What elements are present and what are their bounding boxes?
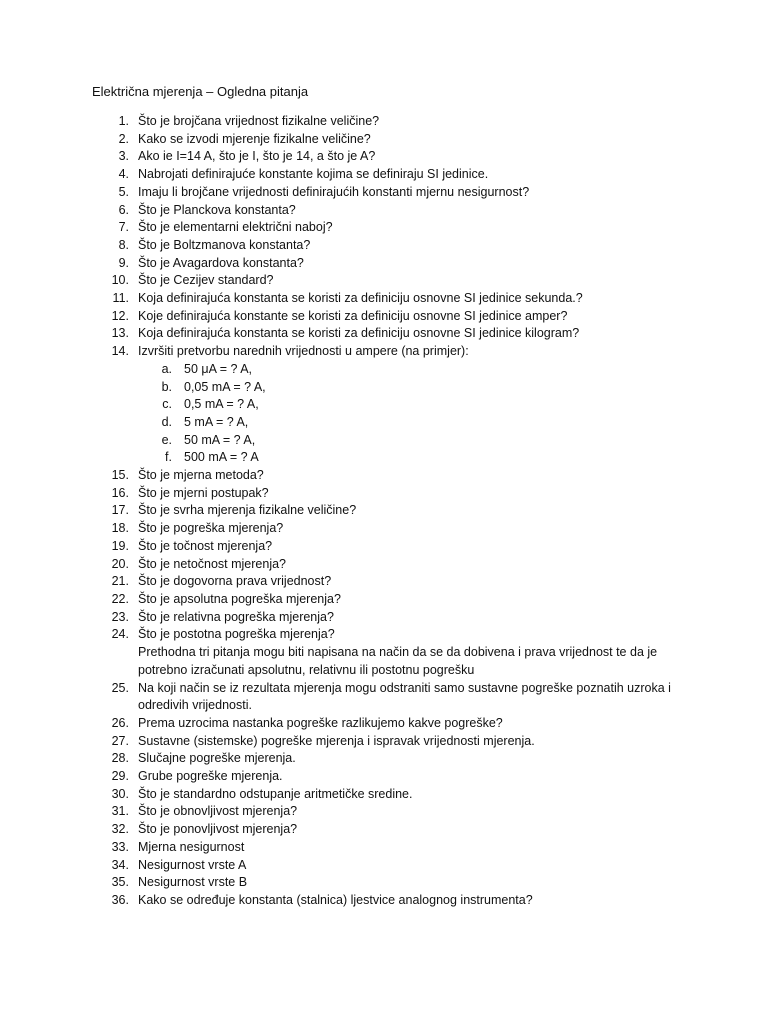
subquestion-letter: f.: [165, 450, 172, 465]
question-item: [92, 308, 732, 326]
question-item: [92, 255, 732, 273]
subquestion-letter: c.: [162, 397, 172, 412]
question-text: Koje definirajuća konstante se koristi za definiciju osnovne SI jedinice amper?: [138, 308, 568, 323]
question-text: Kako se određuje konstanta (stalnica) ljestvice analognog instrumenta?: [138, 892, 533, 907]
subquestion-item: [138, 361, 732, 379]
question-number: 23.: [111, 609, 129, 624]
question-number: 35.: [111, 875, 129, 890]
question-text: Što je postotna pogreška mjerenja?: [138, 627, 335, 642]
subquestion-item: [138, 379, 732, 397]
subquestion-letter: a.: [161, 361, 172, 376]
question-item: [92, 290, 732, 308]
question-text: Sustavne (sistemske) pogreške mjerenja i ispravak vrijednosti mjerenja.: [138, 733, 535, 748]
question-number: 3.: [118, 149, 129, 164]
question-text: Što je mjerna metoda?: [138, 468, 264, 483]
question-text: Izvršiti pretvorbu narednih vrijednosti u ampere (na primjer):: [138, 344, 469, 359]
question-item: [92, 591, 732, 609]
question-number: 22.: [111, 591, 129, 606]
question-number: 13.: [111, 326, 129, 341]
question-item: [92, 556, 732, 574]
question-item: [92, 733, 732, 751]
question-number: 34.: [111, 857, 129, 872]
question-item: [92, 715, 732, 733]
question-item: [92, 202, 732, 220]
question-text: Koja definirajuća konstanta se koristi za definiciju osnovne SI jedinice sekunda.?: [138, 291, 583, 306]
question-text: Što je netočnost mjerenja?: [138, 556, 287, 571]
question-text: Što je Boltzmanova konstanta?: [138, 237, 311, 252]
question-item: [92, 857, 732, 875]
question-text: Koja definirajuća konstanta se koristi za definiciju osnovne SI jedinice kilogram?: [138, 326, 580, 341]
subquestion-item: [138, 432, 732, 450]
question-text: Nesigurnost vrste B: [138, 875, 248, 890]
question-note: Prethodna tri pitanja mogu biti napisana na način da se da dobivena i prava vrijednost te da je potrebno izračunati apsolutnu, relativnu ili postotnu pogrešku: [138, 645, 658, 677]
question-number: 1.: [118, 114, 129, 128]
question-item: [92, 237, 732, 255]
subquestion-letter: e.: [161, 432, 172, 447]
subquestion-item: [138, 414, 732, 432]
question-text: Nesigurnost vrste A: [138, 857, 247, 872]
question-number: 17.: [111, 503, 129, 518]
document-title: Električna mjerenja – Ogledna pitanja: [92, 84, 309, 99]
question-item: [92, 803, 732, 821]
question-text: Što je točnost mjerenja?: [138, 538, 273, 553]
question-item: [92, 768, 732, 786]
question-number: 10.: [111, 273, 129, 288]
question-text: Što je relativna pogreška mjerenja?: [138, 609, 334, 624]
question-text: Što je brojčana vrijednost fizikalne veličine?: [138, 114, 380, 128]
question-text: Što je dogovorna prava vrijednost?: [138, 574, 332, 589]
subquestion-text: 0,05 mA = ? A,: [184, 379, 266, 394]
subquestion-text: 50 μA = ? A,: [184, 361, 253, 376]
question-item: [92, 538, 732, 556]
question-item: [92, 680, 732, 715]
question-number: 19.: [111, 538, 129, 553]
question-item: [92, 272, 732, 290]
question-item: [92, 520, 732, 538]
question-number: 30.: [111, 786, 129, 801]
question-list: [92, 113, 732, 910]
subquestion-letter: d.: [161, 414, 172, 429]
question-number: 27.: [111, 733, 129, 748]
question-number: 33.: [111, 839, 129, 854]
question-number: 21.: [111, 574, 129, 589]
question-number: 18.: [111, 521, 129, 536]
question-number: 12.: [111, 308, 129, 323]
question-item: [92, 131, 732, 149]
subquestion-text: 5 mA = ? A,: [184, 414, 249, 429]
question-number: 11.: [112, 291, 129, 306]
question-number: 24.: [111, 627, 129, 642]
question-text: Što je elementarni električni naboj?: [138, 220, 333, 235]
question-text: Što je ponovljivost mjerenja?: [138, 822, 298, 837]
question-number: 31.: [111, 804, 129, 819]
question-number: 2.: [118, 131, 129, 146]
question-item: [92, 184, 732, 202]
question-text: Što je Planckova konstanta?: [138, 202, 296, 217]
question-number: 29.: [111, 769, 129, 784]
question-number: 32.: [111, 822, 129, 837]
question-number: 9.: [118, 255, 129, 270]
question-item: [92, 325, 732, 343]
question-number: 20.: [111, 556, 129, 571]
question-item: [92, 821, 732, 839]
question-item: [92, 573, 732, 591]
question-number: 8.: [118, 237, 129, 252]
subquestion-text: 50 mA = ? A,: [184, 432, 256, 447]
question-item: [92, 892, 732, 910]
question-item: [92, 113, 732, 131]
question-text: Ako ie I=14 A, što je I, što je 14, a što je A?: [138, 149, 376, 164]
question-text: Mjerna nesigurnost: [138, 839, 245, 854]
question-number: 4.: [118, 167, 129, 182]
question-text: Slučajne pogreške mjerenja.: [138, 751, 296, 766]
question-number: 15.: [111, 468, 129, 483]
question-text: Što je Avagardova konstanta?: [138, 255, 304, 270]
question-item: [92, 166, 732, 184]
question-number: 26.: [111, 715, 129, 730]
question-text: Grube pogreške mjerenja.: [138, 769, 283, 784]
question-number: 14.: [111, 344, 129, 359]
question-item: [92, 750, 732, 768]
question-text: Što je Cezijev standard?: [138, 273, 274, 288]
subquestion-item: [138, 449, 732, 467]
question-item: [92, 626, 732, 679]
question-text: Što je standardno odstupanje aritmetičke sredine.: [138, 786, 413, 801]
question-text: Što je mjerni postupak?: [138, 485, 269, 500]
subquestion-text: 500 mA = ? A: [184, 450, 259, 465]
question-number: 25.: [111, 680, 129, 695]
question-item: [92, 148, 732, 166]
question-number: 7.: [118, 220, 129, 235]
question-number: 36.: [111, 892, 129, 907]
question-text: Što je pogreška mjerenja?: [138, 521, 284, 536]
question-item: [92, 343, 732, 467]
question-text: Prema uzrocima nastanka pogreške razlikujemo kakve pogreške?: [138, 715, 503, 730]
question-item: [92, 219, 732, 237]
question-text: Kako se izvodi mjerenje fizikalne veličine?: [138, 131, 371, 146]
question-text: Što je apsolutna pogreška mjerenja?: [138, 591, 341, 606]
subquestion-list: [138, 361, 732, 467]
question-item: [92, 467, 732, 485]
question-item: [92, 786, 732, 804]
question-text: Imaju li brojčane vrijednosti definirajućih konstanti mjernu nesigurnost?: [138, 184, 530, 199]
question-number: 28.: [111, 751, 129, 766]
question-text: Što je svrha mjerenja fizikalne veličine?: [138, 503, 357, 518]
subquestion-item: [138, 396, 732, 414]
question-number: 6.: [118, 202, 129, 217]
question-item: [92, 874, 732, 892]
question-number: 16.: [111, 485, 129, 500]
question-text: Nabrojati definirajuće konstante kojima se definiraju SI jedinice.: [138, 167, 489, 182]
question-item: [92, 502, 732, 520]
subquestion-letter: b.: [161, 379, 172, 394]
subquestion-text: 0,5 mA = ? A,: [184, 397, 259, 412]
question-text: Što je obnovljivost mjerenja?: [138, 804, 298, 819]
question-item: [92, 839, 732, 857]
question-item: [92, 609, 732, 627]
question-item: [92, 485, 732, 503]
question-number: 5.: [118, 184, 129, 199]
question-text: Na koji način se iz rezultata mjerenja mogu odstraniti samo sustavne pogreške poznatih uzroka i odredivih vrijednosti.: [138, 680, 671, 713]
